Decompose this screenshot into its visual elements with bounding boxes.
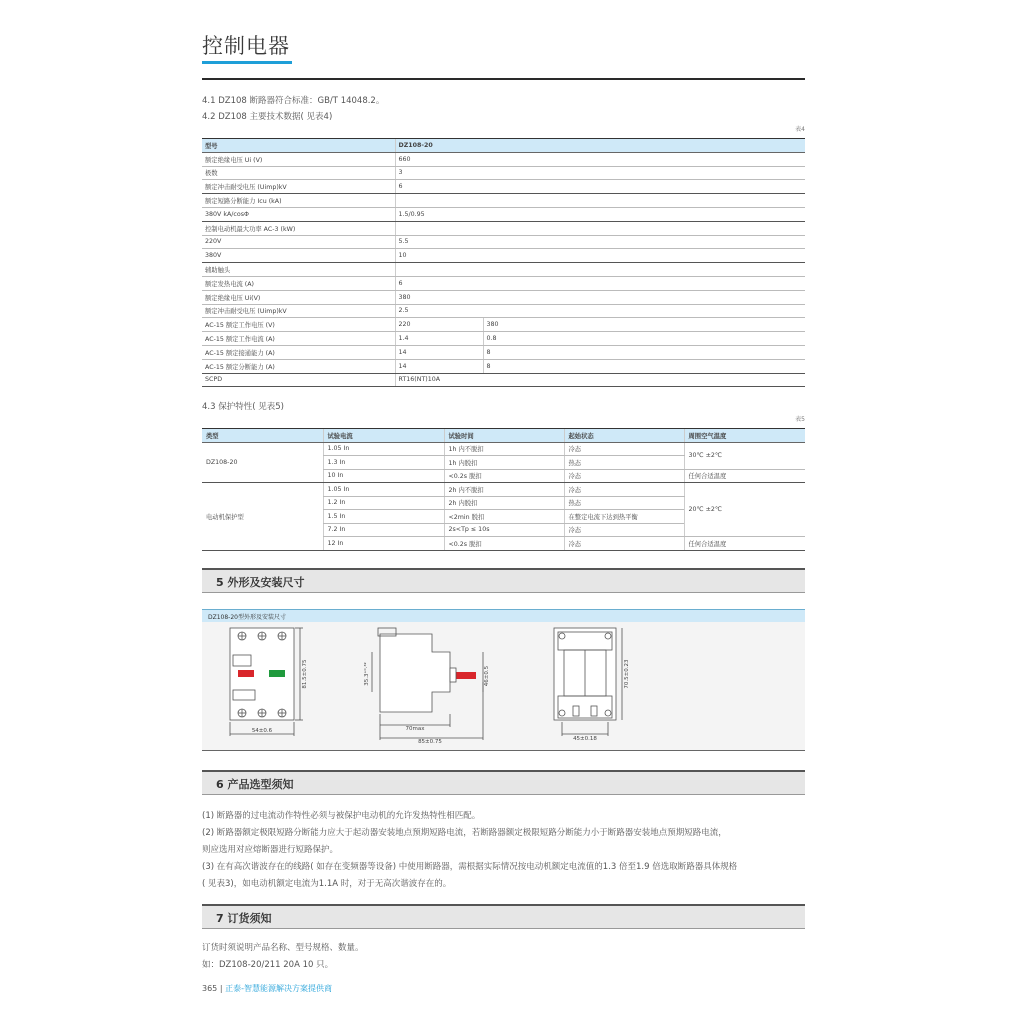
spec-header-param: 型号 [202, 139, 395, 153]
rear-view-drawing [554, 628, 622, 736]
prot-header-type: 类型 [202, 429, 323, 443]
spec-row [202, 332, 805, 346]
prot-header-time: 试验时间 [444, 429, 564, 443]
prot-cell: 2h 内脱扣 [444, 496, 564, 510]
spec-row [202, 290, 805, 304]
spec-value-cell [395, 263, 805, 277]
spec-table [202, 138, 805, 387]
spec-row [202, 166, 805, 180]
prot-cell: 冷态 [564, 442, 684, 456]
spec-value-cell [395, 194, 805, 208]
prot-cell: <2min 脱扣 [444, 510, 564, 524]
section6-item-2-cont: 则应选用对应熔断器进行短路保护。 [202, 845, 339, 855]
prot-cell: 12 In [323, 537, 444, 551]
top-rule [202, 78, 805, 80]
prot-header-current: 试验电流 [323, 429, 444, 443]
prot-temp-g2b: 任何合适温度 [684, 537, 805, 551]
green-button-icon [269, 670, 285, 677]
spec-value-cell: 6 [395, 180, 805, 194]
section7-item-2: 如：DZ108-20/211 20A 10 只。 [202, 960, 334, 970]
prot-temp-g1b: 任何合适温度 [684, 469, 805, 483]
spec-row [202, 373, 805, 387]
spec-row [202, 345, 805, 359]
red-button-icon [238, 670, 254, 677]
spec-row [202, 249, 805, 263]
title-underline [202, 61, 292, 64]
spec-value-cell: 14 [395, 345, 483, 359]
prot-header-state: 起始状态 [564, 429, 684, 443]
prot-cell: 1h 内脱扣 [444, 456, 564, 470]
prot-cell: 1.5 In [323, 510, 444, 524]
spec-value-cell: 220 [395, 318, 483, 332]
prot-cell: 冷态 [564, 483, 684, 497]
spec-param-cell: AC-15 额定工作电流 (A) [202, 332, 395, 346]
prot-cell: <0.2s 脱扣 [444, 469, 564, 483]
page-footer [202, 983, 332, 994]
spec-row [202, 318, 805, 332]
prot-temp-g1a: 30℃ ±2℃ [684, 442, 805, 469]
spec-header-model: DZ108-20 [395, 139, 805, 153]
spec-row [202, 152, 805, 166]
spec-value-cell: 10 [395, 249, 805, 263]
page-title: 控制电器 [202, 34, 290, 58]
section7-title: 7 订货须知 [216, 912, 272, 925]
spec-param-cell: SCPD [202, 373, 395, 387]
front-view-drawing [230, 628, 303, 736]
prot-temp-g2a: 20℃ ±2℃ [684, 483, 805, 537]
spec-value2-cell: 0.8 [483, 332, 805, 346]
spec-param-cell: AC-15 额定工作电压 (V) [202, 318, 395, 332]
spec-value-cell: 660 [395, 152, 805, 166]
spec-param-cell: 380V [202, 249, 395, 263]
section7-item-1: 订货时须说明产品名称、型号规格、数量。 [202, 943, 364, 953]
spec-param-cell: 额定冲击耐受电压 (Uimp)kV [202, 304, 395, 318]
spec-param-cell: 额定绝缘电压 Ui (V) [202, 152, 395, 166]
spec-param-cell: 额定短路分断能力 Icu (kA) [202, 194, 395, 208]
prot-cell: 1.3 In [323, 456, 444, 470]
side-view-drawing [372, 628, 483, 740]
prot-type-g2: 电动机保护型 [202, 483, 323, 551]
protection-intro: 4.3 保护特性( 见表5) [202, 402, 284, 412]
prot-cell: 1.05 In [323, 442, 444, 456]
prot-cell: 2s<Tp ≤ 10s [444, 523, 564, 537]
spec-row [202, 221, 805, 235]
spec-param-cell: 220V [202, 235, 395, 249]
intro-line-1: 4.1 DZ108 断路器符合标准：GB/T 14048.2。 [202, 96, 385, 106]
spec-row [202, 180, 805, 194]
prot-cell: 在整定电流下达到热平衡 [564, 510, 684, 524]
section6-title: 6 产品选型须知 [216, 778, 294, 791]
spec-param-cell: AC-15 额定分断能力 (A) [202, 359, 395, 373]
section6-item-2: (2) 断路器额定极限短路分断能力应大于起动器安装地点预期短路电流，若断路器额定极限短路分断能力小于断路器安装地点预期短路电流， [202, 828, 727, 838]
spec-row [202, 235, 805, 249]
spec-value-cell: 14 [395, 359, 483, 373]
dim-85: 85±0.75 [418, 739, 442, 745]
prot-cell: 热态 [564, 496, 684, 510]
dim-46: 46±0.5 [484, 665, 490, 687]
spec-param-cell: 380V kA/cosΦ [202, 207, 395, 221]
table4-note: 表4 [795, 126, 805, 133]
dimension-drawings [202, 622, 805, 750]
spec-value-cell: 5.5 [395, 235, 805, 249]
figure-caption-bar [202, 609, 805, 622]
footer-brand: 正泰-智慧能源解决方案提供商 [225, 984, 332, 993]
prot-cell: 冷态 [564, 537, 684, 551]
prot-header-temp: 周围空气温度 [684, 429, 805, 443]
dim-54: 54±0.6 [251, 728, 273, 734]
spec-value2-cell: 380 [483, 318, 805, 332]
prot-cell: <0.2s 脱扣 [444, 537, 564, 551]
section6-item-3-cont: ( 见表3)，如电动机额定电流为1.1A 时，对于无高次谐波存在的。 [202, 879, 452, 889]
spec-param-cell: 额定冲击耐受电压 (Uimp)kV [202, 180, 395, 194]
spec-row [202, 304, 805, 318]
prot-cell: 10 In [323, 469, 444, 483]
dim-45: 45±0.18 [573, 736, 597, 742]
figure-panel [202, 622, 805, 751]
spec-value-cell: 2.5 [395, 304, 805, 318]
section6-bar [202, 770, 805, 795]
intro-line-2: 4.2 DZ108 主要技术数据( 见表4) [202, 112, 333, 122]
spec-value2-cell: 8 [483, 359, 805, 373]
spec-value-cell: 1.5/0.95 [395, 207, 805, 221]
spec-param-cell: AC-15 额定接通能力 (A) [202, 345, 395, 359]
prot-cell: 7.2 In [323, 523, 444, 537]
prot-cell: 1.05 In [323, 483, 444, 497]
spec-value-cell: RT16(NT)10A [395, 373, 805, 387]
page-number: 365 [202, 984, 218, 993]
prot-cell: 冷态 [564, 523, 684, 537]
spec-param-cell: 极数 [202, 166, 395, 180]
spec-row [202, 194, 805, 208]
protection-table [202, 428, 805, 551]
prot-cell: 1.2 In [323, 496, 444, 510]
spec-param-cell: 额定绝缘电压 Ui(V) [202, 290, 395, 304]
spec-param-cell: 额定发热电流 (A) [202, 276, 395, 290]
spec-value-cell: 380 [395, 290, 805, 304]
footer-divider: | [219, 984, 226, 993]
prot-type-g1: DZ108-20 [202, 442, 323, 483]
section6-item-3: (3) 在有高次谐波存在的线路( 如存在变频器等设备) 中使用断路器，需根据实际情况按电动机额定电流值的1.3 倍至1.9 倍选取断路器具体规格 [202, 862, 738, 872]
section7-bar [202, 904, 805, 929]
dim-70-5: 70.5±0.23 [624, 659, 630, 689]
spec-row [202, 207, 805, 221]
spec-param-cell: 辅助触头 [202, 263, 395, 277]
spec-value-cell: 3 [395, 166, 805, 180]
side-red-button-icon [456, 672, 476, 679]
spec-row [202, 276, 805, 290]
spec-value2-cell: 8 [483, 345, 805, 359]
section6-item-1: (1) 断路器的过电流动作特性必须与被保护电动机的允许发热特性相匹配。 [202, 811, 481, 821]
prot-cell: 2h 内不脱扣 [444, 483, 564, 497]
dim-35-3: 35.3⁺⁰·³² [364, 662, 370, 686]
spec-param-cell: 控制电动机最大功率 AC-3 (kW) [202, 221, 395, 235]
spec-value-cell: 1.4 [395, 332, 483, 346]
spec-value-cell: 6 [395, 276, 805, 290]
section5-title: 5 外形及安装尺寸 [216, 576, 305, 589]
prot-cell: 热态 [564, 456, 684, 470]
figure-caption: DZ108-20型外形及安装尺寸 [208, 614, 286, 621]
table5-note: 表5 [795, 416, 805, 423]
dim-70max: 70max [405, 726, 425, 732]
prot-cell: 冷态 [564, 469, 684, 483]
prot-cell: 1h 内不脱扣 [444, 442, 564, 456]
section5-bar [202, 568, 805, 593]
spec-value-cell [395, 221, 805, 235]
spec-row [202, 263, 805, 277]
spec-row [202, 359, 805, 373]
dim-81-5: 81.5±0.75 [302, 659, 308, 689]
